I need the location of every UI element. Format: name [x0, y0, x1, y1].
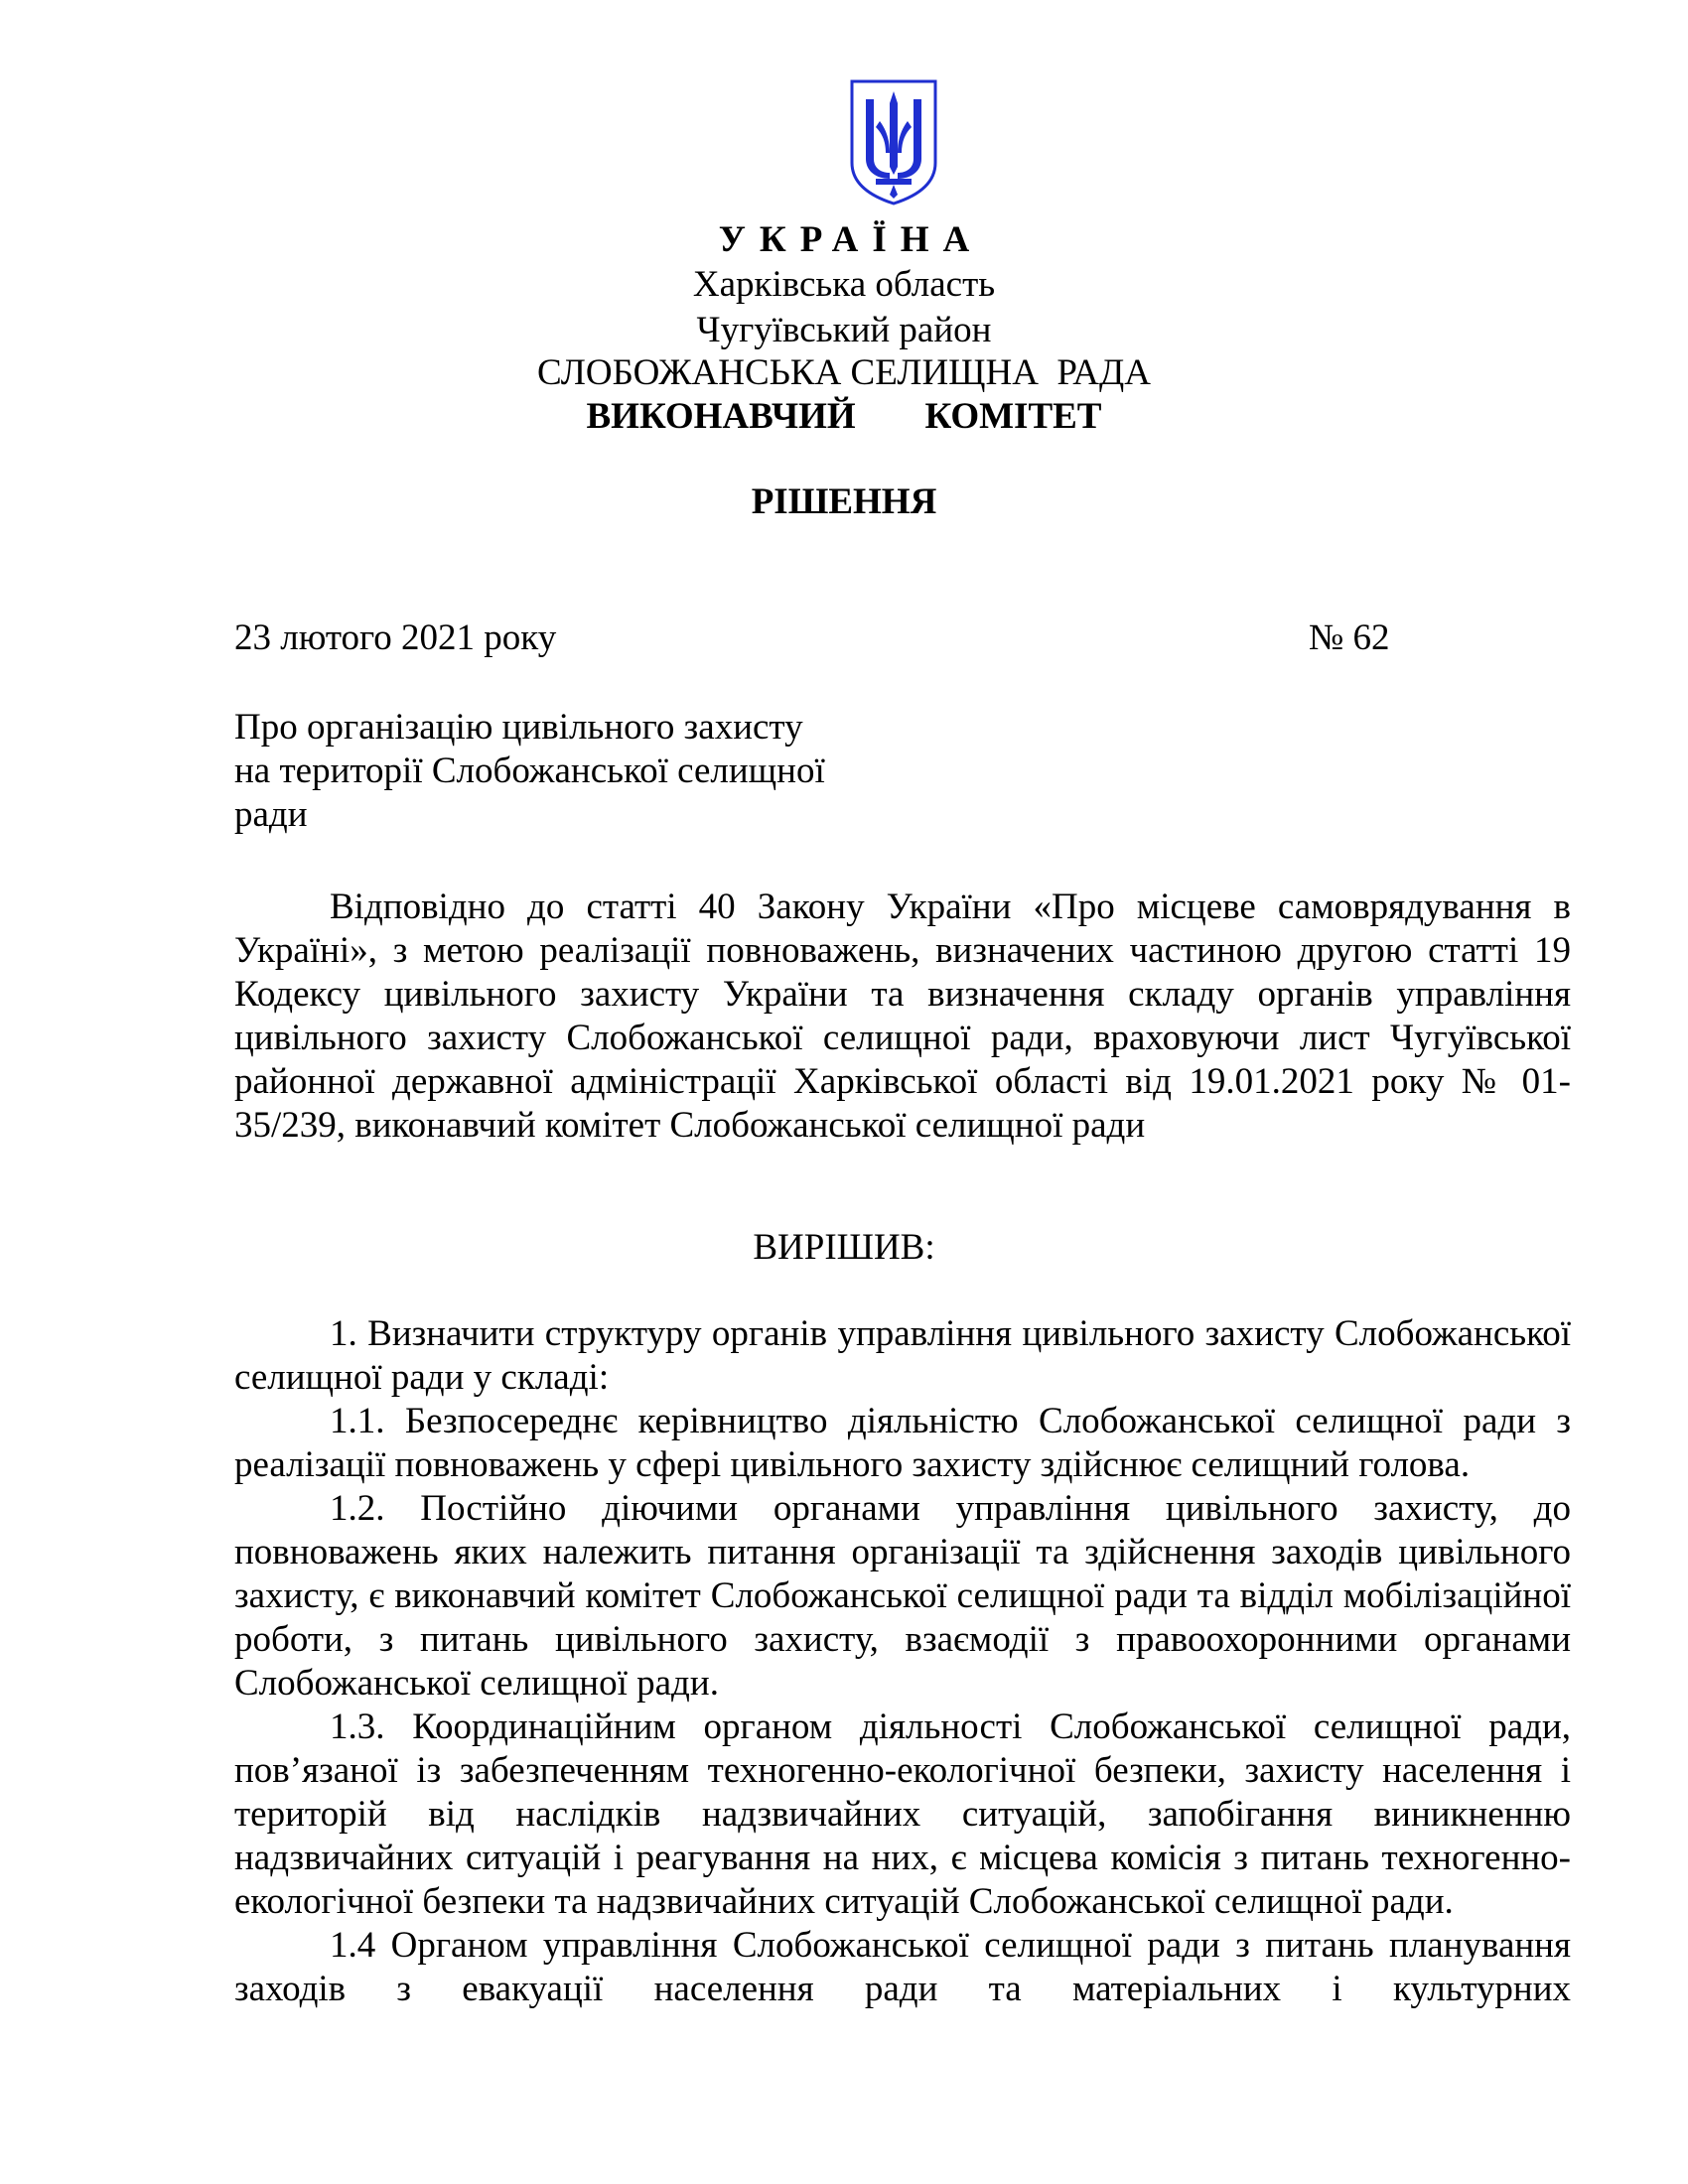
document-number: № 62 [1309, 617, 1390, 658]
decision-item: 1.2. Постійно діючими органами управління цивільного захисту, до повноважень яких належить питання організації та здійснення заходів цивільного захисту, є виконавчий комітет Слобожанської селищної ради та відділ мобілізаційної роботи, з питань цивільного захисту, взаємодії з правоохоронними органами Слобожанської селищної ради. [234, 1488, 1571, 1704]
council-line: СЛОБОЖАНСЬКА СЕЛИЩНА РАДА [537, 352, 1151, 393]
country-title: УКРАЇНА [718, 219, 984, 260]
district-line: Чугуївський район [696, 310, 992, 350]
preamble-paragraph: Відповідно до статті 40 Закону України «Про місцеве самоврядування в Україні», з метою реалізації повноважень, визначених частиною другою статті 19 Кодексу цивільного захисту України та визначення складу органів управління цивільного захисту Слобожанської селищної ради, враховуючи лист Чугуївської районної державної адміністрації Харківської області від 19.01.2021 року № 01-35/239, виконавчий комітет Слобожанської селищної ради [234, 887, 1571, 1146]
decision-item: 1.4 Органом управління Слобожанської селищної ради з питань планування заходів з евакуації населення ради та матеріальних і культурних [234, 1925, 1571, 2009]
subject-line: ради [234, 794, 308, 835]
committee-line: ВИКОНАВЧИЙ КОМІТЕТ [586, 396, 1102, 437]
resolved-heading: ВИРІШИВ: [753, 1227, 935, 1268]
subject-line: Про організацію цивільного захисту [234, 707, 803, 748]
region-line: Харківська область [692, 264, 996, 305]
subject-line: на території Слобожанської селищної [234, 751, 825, 791]
document-subject [234, 706, 929, 837]
document-type: РІШЕННЯ [751, 481, 937, 522]
decision-item: 1.1. Безпосереднє керівництво діяльністю Слобожанської селищної ради з реалізації повноважень у сфері цивільного захисту здійснює селищний голова. [234, 1401, 1571, 1485]
coat-of-arms-icon [846, 77, 941, 206]
decision-item: 1. Визначити структуру органів управління цивільного захисту Слобожанської селищної ради у складі: [234, 1313, 1571, 1398]
document-date: 23 лютого 2021 року [234, 617, 557, 658]
decision-item: 1.3. Координаційним органом діяльності Слобожанської селищної ради, пов’язаної із забезпеченням техногенно-екологічної безпеки, захисту населення і територій від наслідків надзвичайних ситуацій, запобігання виникненню надзвичайних ситуацій і реагування на них, є місцева комісія з питань техногенно-екологічної безпеки та надзвичайних ситуацій Слобожанської селищної ради. [234, 1706, 1571, 1922]
preamble [234, 886, 1571, 1148]
decision-items [234, 1312, 1571, 2011]
